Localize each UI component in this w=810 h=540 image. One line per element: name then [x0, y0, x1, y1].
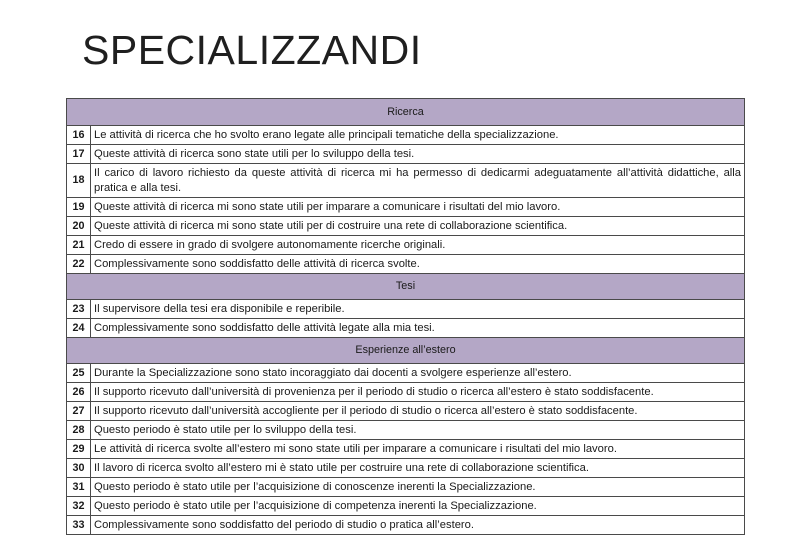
item-text: Complessivamente sono soddisfatto delle attività di ricerca svolte. [91, 255, 745, 274]
item-number: 32 [67, 497, 91, 516]
table-row [67, 319, 745, 338]
item-number: 31 [67, 478, 91, 497]
item-text: Le attività di ricerca che ho svolto erano legate alle principali tematiche della specializzazione. [91, 126, 745, 145]
item-number: 26 [67, 383, 91, 402]
table-row [67, 126, 745, 145]
table-row [67, 255, 745, 274]
item-number: 22 [67, 255, 91, 274]
item-text: Il carico di lavoro richiesto da queste attività di ricerca mi ha permesso di dedicarmi adeguatamente all’attività didattiche, alla pratica e alla tesi. [91, 164, 745, 198]
item-number: 16 [67, 126, 91, 145]
item-text: Durante la Specializzazione sono stato incoraggiato dai docenti a svolgere esperienze all’estero. [91, 364, 745, 383]
section-title: Esperienze all’estero [67, 338, 745, 364]
item-number: 33 [67, 516, 91, 535]
table-row [67, 421, 745, 440]
item-text: Questo periodo è stato utile per lo sviluppo della tesi. [91, 421, 745, 440]
item-text: Il supporto ricevuto dall’università accogliente per il periodo di studio o ricerca all’estero è stato soddisfacente. [91, 402, 745, 421]
item-text: Le attività di ricerca svolte all’estero mi sono state utili per imparare a comunicare i risultati del mio lavoro. [91, 440, 745, 459]
table-row [67, 198, 745, 217]
item-number: 23 [67, 300, 91, 319]
table-row [67, 497, 745, 516]
item-text: Queste attività di ricerca mi sono state utili per di costruire una rete di collaborazione scientifica. [91, 217, 745, 236]
item-text: Complessivamente sono soddisfatto del periodo di studio o pratica all’estero. [91, 516, 745, 535]
section-header-tesi [67, 274, 745, 300]
item-text: Complessivamente sono soddisfatto delle attività legate alla mia tesi. [91, 319, 745, 338]
item-number: 18 [67, 164, 91, 198]
questionnaire-table [66, 98, 745, 535]
item-text: Il lavoro di ricerca svolto all’estero mi è stato utile per costruire una rete di collaborazione scientifica. [91, 459, 745, 478]
item-number: 20 [67, 217, 91, 236]
table-row [67, 164, 745, 198]
table-row [67, 459, 745, 478]
item-number: 29 [67, 440, 91, 459]
table-row [67, 145, 745, 164]
item-number: 25 [67, 364, 91, 383]
table-row [67, 217, 745, 236]
item-text: Credo di essere in grado di svolgere autonomamente ricerche originali. [91, 236, 745, 255]
section-header-ricerca [67, 99, 745, 126]
table-row [67, 440, 745, 459]
item-number: 19 [67, 198, 91, 217]
item-number: 27 [67, 402, 91, 421]
item-text: Il supervisore della tesi era disponibile e reperibile. [91, 300, 745, 319]
table-row [67, 478, 745, 497]
item-text: Questo periodo è stato utile per l’acquisizione di conoscenze inerenti la Specializzazione. [91, 478, 745, 497]
item-text: Queste attività di ricerca mi sono state utili per imparare a comunicare i risultati del mio lavoro. [91, 198, 745, 217]
item-number: 30 [67, 459, 91, 478]
section-header-esperienze-estero [67, 338, 745, 364]
table-row [67, 364, 745, 383]
section-title: Ricerca [67, 99, 745, 126]
item-number: 28 [67, 421, 91, 440]
item-number: 17 [67, 145, 91, 164]
table-row [67, 516, 745, 535]
table-row [67, 300, 745, 319]
table-row [67, 402, 745, 421]
table-row [67, 383, 745, 402]
item-number: 24 [67, 319, 91, 338]
section-title: Tesi [67, 274, 745, 300]
table-row [67, 236, 745, 255]
item-text: Queste attività di ricerca sono state utili per lo sviluppo della tesi. [91, 145, 745, 164]
item-text: Il supporto ricevuto dall’università di provenienza per il periodo di studio o ricerca all’estero è stato soddisfacente. [91, 383, 745, 402]
item-number: 21 [67, 236, 91, 255]
item-text: Questo periodo è stato utile per l’acquisizione di competenza inerenti la Specializzazione. [91, 497, 745, 516]
page-title: SPECIALIZZANDI [82, 27, 422, 73]
